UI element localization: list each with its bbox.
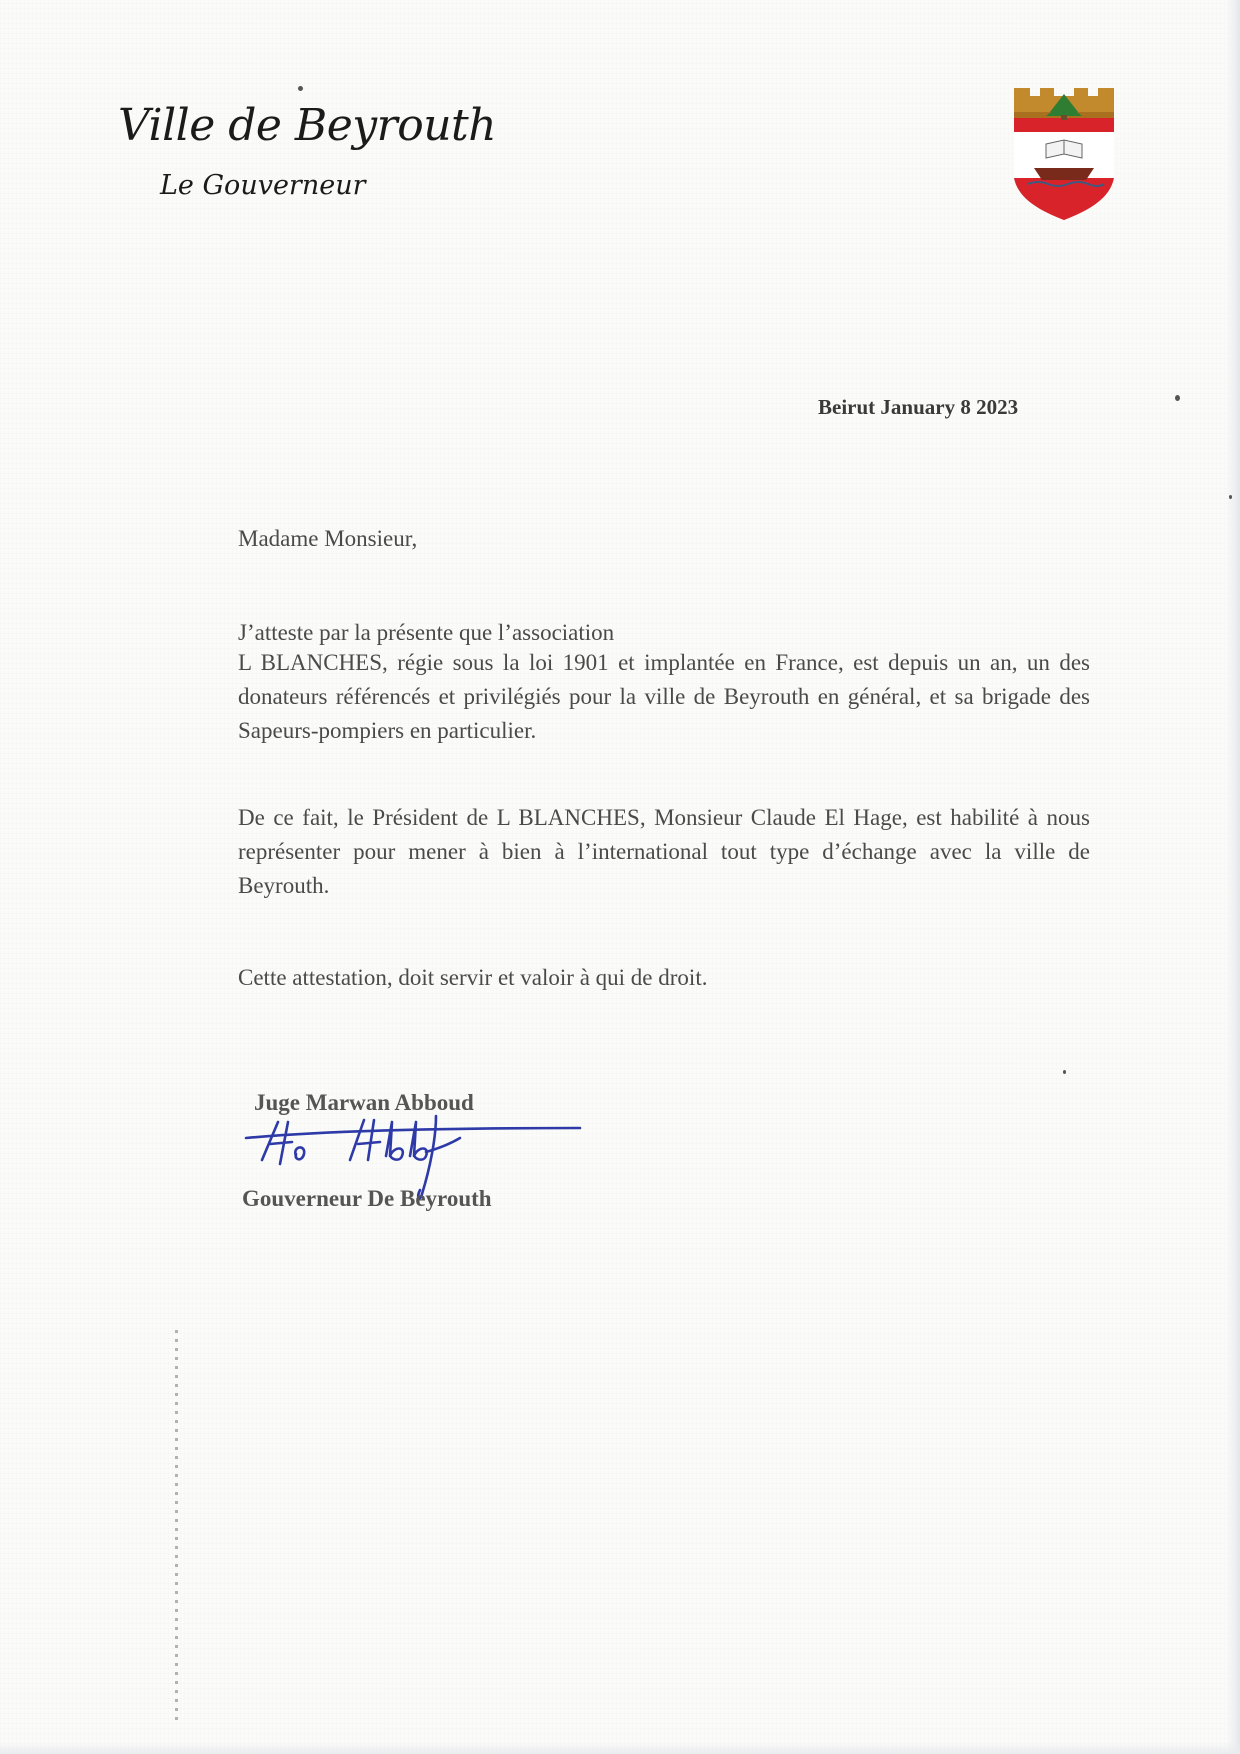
scan-speck xyxy=(1063,1070,1066,1074)
salutation: Madame Monsieur, xyxy=(238,526,418,551)
letter-date: Beirut January 8 2023 xyxy=(818,395,1019,419)
coat-ship xyxy=(1034,168,1094,180)
scan-speck xyxy=(298,86,303,91)
paper-right-edge xyxy=(1226,0,1240,1754)
letterhead-title: Ville de Beyrouth xyxy=(118,100,497,151)
coat-cedar-trunk xyxy=(1061,115,1067,120)
signatory-name: Juge Marwan Abboud xyxy=(254,1090,474,1115)
letterhead-subtitle: Le Gouverneur xyxy=(160,170,366,201)
paragraph-3: Cette attestation, doit servir et valoir à qui de droit. xyxy=(238,965,708,990)
scan-speck xyxy=(1229,495,1232,499)
beirut-coat-of-arms-icon xyxy=(1010,82,1118,222)
paragraph-1-first-line: J’atteste par la présente que l’association xyxy=(238,620,615,645)
signatory-title: Gouverneur De Beyrouth xyxy=(242,1186,492,1211)
paragraph-2: De ce fait, le Président de L BLANCHES, Monsieur Claude El Hage, est habilité à nous représenter pour mener à bien à l’international tout type d’échange avec la ville de Beyrouth. xyxy=(238,805,1090,898)
paragraph-1: L BLANCHES, régie sous la loi 1901 et implantée en France, est depuis un an, un des donateurs référencés et privilégiés pour la ville de Beyrouth en général, et sa brigade des Sapeurs-pompiers en particulier. xyxy=(238,650,1090,743)
paper-bottom-edge xyxy=(0,1742,1240,1754)
scan-streak xyxy=(175,1330,178,1720)
scan-speck xyxy=(1175,395,1180,401)
